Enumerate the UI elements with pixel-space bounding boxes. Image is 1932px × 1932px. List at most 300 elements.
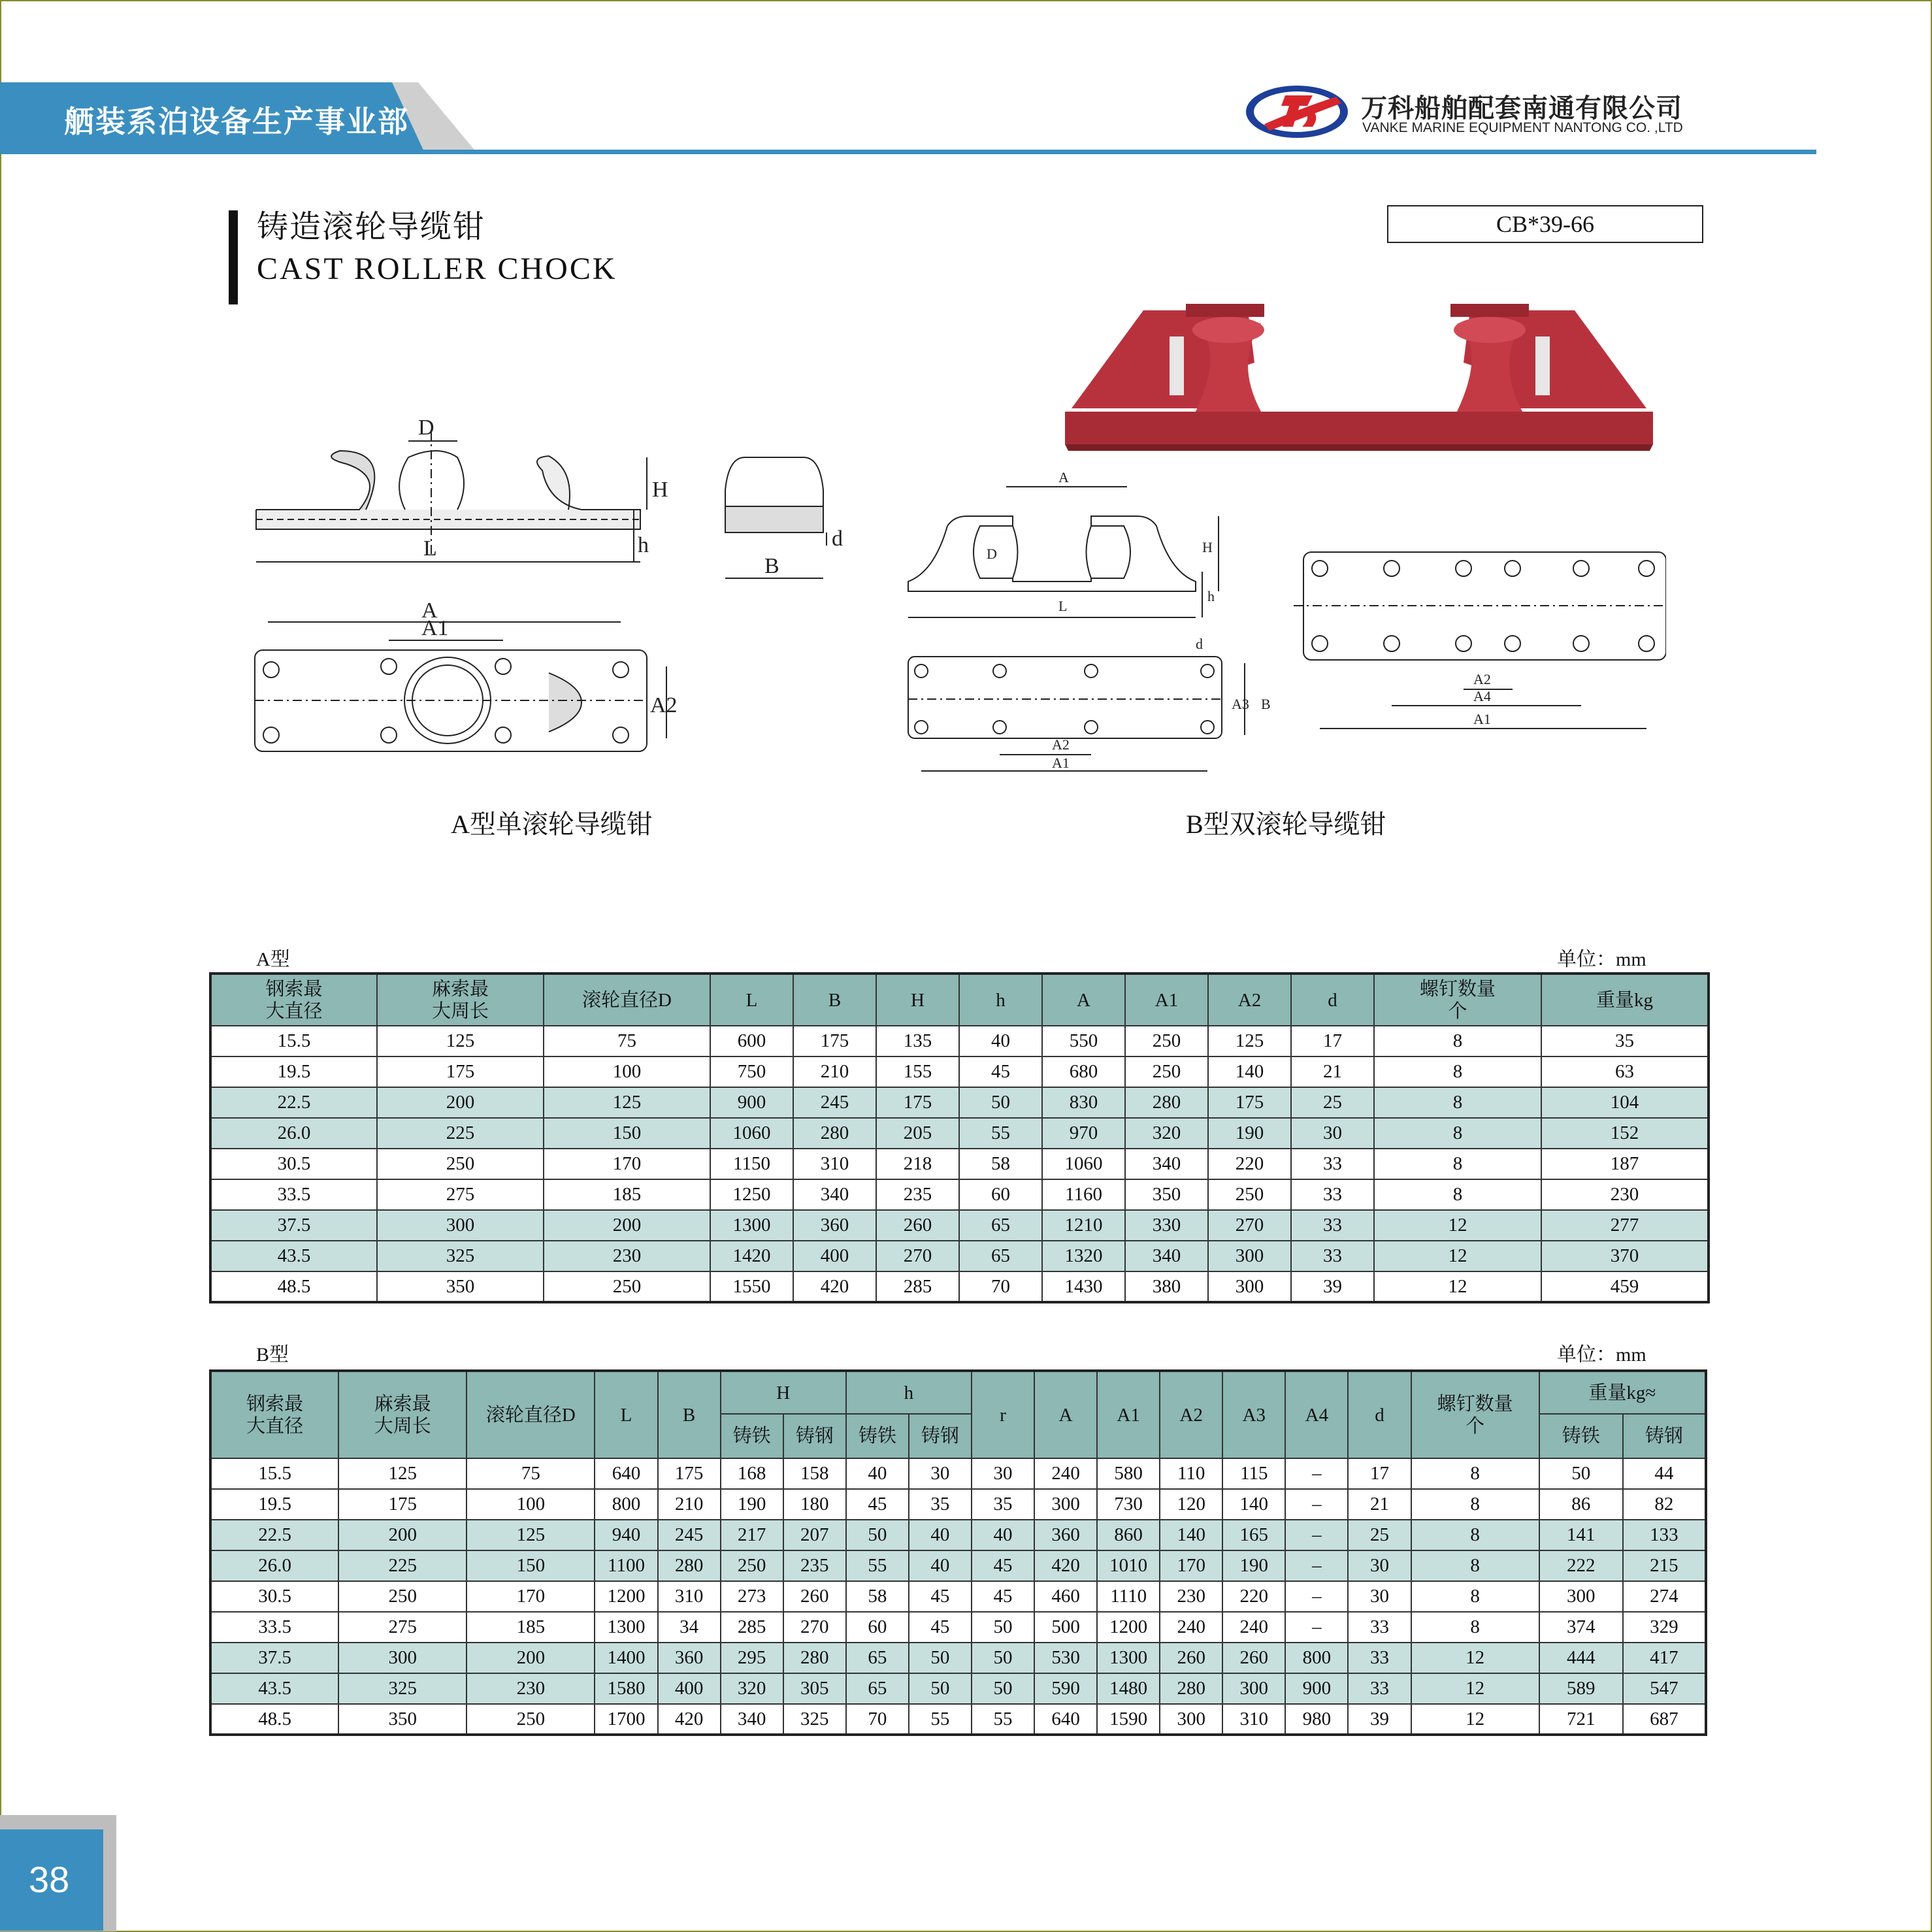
table-b-cell: 1480 <box>1097 1673 1160 1704</box>
table-b-cell: 260 <box>1222 1643 1285 1673</box>
table-b-subheader: 铸铁 <box>721 1414 783 1458</box>
table-b-cell: 980 <box>1285 1704 1348 1735</box>
table-b-cell: 8 <box>1411 1612 1539 1643</box>
table-b-header: 重量kg≈ <box>1539 1371 1706 1414</box>
table-b-header: d <box>1348 1371 1411 1458</box>
table-b-cell: 180 <box>783 1489 846 1520</box>
b-dim-label-H: H <box>1202 539 1213 555</box>
table-b-header: A4 <box>1285 1371 1348 1458</box>
table-b-subheader: 铸钢 <box>909 1414 972 1458</box>
table-a-cell: 218 <box>876 1149 959 1179</box>
table-b-cell: 55 <box>846 1550 909 1581</box>
table-a-cell: 33 <box>1291 1210 1374 1241</box>
table-b-cell: 133 <box>1623 1520 1706 1550</box>
table-a-cell: 26.0 <box>210 1118 377 1149</box>
table-b-cell: 640 <box>1034 1704 1097 1735</box>
table-b-cell: 50 <box>1539 1458 1623 1489</box>
table-a-cell: 275 <box>377 1179 544 1210</box>
table-a-cell: 830 <box>1042 1087 1125 1118</box>
table-b-cell: 60 <box>846 1612 909 1643</box>
table-a-cell: 325 <box>377 1241 544 1271</box>
b-dim-label-A1-small: A1 <box>1052 755 1070 771</box>
table-a-cell: 970 <box>1042 1118 1125 1149</box>
table-b-cell: 19.5 <box>210 1489 338 1520</box>
table-a-cell: 300 <box>1208 1241 1291 1271</box>
table-b-cell: 175 <box>658 1458 721 1489</box>
table-a-cell: 152 <box>1541 1118 1709 1149</box>
table-a-cell: 55 <box>959 1118 1042 1149</box>
table-a-row <box>210 1149 1709 1179</box>
table-b-cell: 22.5 <box>210 1520 338 1550</box>
table-b-cell: 280 <box>658 1550 721 1581</box>
table-a-cell: 230 <box>544 1241 710 1271</box>
table-a-cell: 1150 <box>710 1149 793 1179</box>
table-a-cell: 33 <box>1291 1179 1374 1210</box>
table-b-cell: 1110 <box>1097 1581 1160 1612</box>
b-type-drawing <box>895 467 1666 774</box>
table-b-cell: 58 <box>846 1581 909 1612</box>
table-a-cell: 100 <box>544 1056 710 1087</box>
table-a-cell: 245 <box>793 1087 876 1118</box>
table-a-cell: 125 <box>1208 1026 1291 1056</box>
title-cn: 铸造滚轮导缆钳 <box>257 210 486 244</box>
table-b-label: B型 <box>256 1344 289 1366</box>
table-b-cell: 340 <box>721 1704 783 1735</box>
table-b-cell: 590 <box>1034 1673 1097 1704</box>
table-b-cell: 125 <box>338 1458 467 1489</box>
table-b-cell: 140 <box>1222 1489 1285 1520</box>
table-a-cell: 205 <box>876 1118 959 1149</box>
table-a-cell: 135 <box>876 1026 959 1056</box>
table-b-cell: 55 <box>972 1704 1034 1735</box>
table-b-cell: – <box>1285 1581 1348 1612</box>
table-b-cell: 275 <box>338 1612 467 1643</box>
table-a-header: 滚轮直径D <box>544 974 710 1026</box>
table-a-cell: 50 <box>959 1087 1042 1118</box>
table-a-header: d <box>1291 974 1374 1026</box>
table-b-cell: 120 <box>1160 1489 1222 1520</box>
table-b-header: 螺钉数量 个 <box>1411 1371 1539 1458</box>
table-a-cell: 250 <box>1125 1056 1208 1087</box>
table-b-cell: 1100 <box>595 1550 657 1581</box>
table-b-cell: 240 <box>1222 1612 1285 1643</box>
table-b-cell: 140 <box>1160 1520 1222 1550</box>
table-b-cell: 225 <box>338 1550 467 1581</box>
table-a-cell: 33.5 <box>210 1179 377 1210</box>
table-b-cell: 900 <box>1285 1673 1348 1704</box>
table-b-cell: 305 <box>783 1673 846 1704</box>
table-a-cell: 175 <box>1208 1087 1291 1118</box>
table-a-cell: 380 <box>1125 1271 1208 1302</box>
table-b-cell: 245 <box>658 1520 721 1550</box>
table-a-cell: 40 <box>959 1026 1042 1056</box>
table-a-cell: 12 <box>1374 1271 1541 1302</box>
table-b-cell: 1200 <box>1097 1612 1160 1643</box>
table-b-row <box>210 1612 1706 1643</box>
table-b-cell: 110 <box>1160 1458 1222 1489</box>
table-b-header: h <box>846 1371 972 1414</box>
table-b-cell: 1700 <box>595 1704 657 1735</box>
table-b-cell: 300 <box>1160 1704 1222 1735</box>
table-a-header: A <box>1042 974 1125 1026</box>
table-b-cell: 30 <box>972 1458 1034 1489</box>
table-b-cell: 8 <box>1411 1458 1539 1489</box>
table-b-row <box>210 1550 1706 1581</box>
table-a-cell: 125 <box>544 1087 710 1118</box>
table-a-cell: 155 <box>876 1056 959 1087</box>
table-a-cell: 210 <box>793 1056 876 1087</box>
table-b-cell: 33 <box>1348 1673 1411 1704</box>
table-b-cell: 217 <box>721 1520 783 1550</box>
table-b-subheader: 铸钢 <box>783 1414 846 1458</box>
table-a-cell: 12 <box>1374 1241 1541 1271</box>
table-b-cell: 420 <box>1034 1550 1097 1581</box>
table-b-cell: – <box>1285 1550 1348 1581</box>
table-b-cell: 350 <box>338 1704 467 1735</box>
table-b-cell: 270 <box>783 1612 846 1643</box>
table-b-cell: 374 <box>1539 1612 1623 1643</box>
table-b-cell: 687 <box>1623 1704 1706 1735</box>
table-b-cell: 547 <box>1623 1673 1706 1704</box>
table-b-cell: 329 <box>1623 1612 1706 1643</box>
dim-label-L: L <box>423 536 437 561</box>
table-a-cell: 600 <box>710 1026 793 1056</box>
table-a-cell: 900 <box>710 1087 793 1118</box>
table-b-cell: 65 <box>846 1673 909 1704</box>
table-a-cell: 25 <box>1291 1087 1374 1118</box>
table-a-cell: 39 <box>1291 1271 1374 1302</box>
table-b-header: A2 <box>1160 1371 1222 1458</box>
table-a-header: 钢索最 大直径 <box>210 974 377 1026</box>
b-dim-label-A3-small: A3 <box>1232 696 1249 712</box>
table-a-cell: 350 <box>377 1271 544 1302</box>
table-b-cell: 168 <box>721 1458 783 1489</box>
table-b-header: A3 <box>1222 1371 1285 1458</box>
table-b-cell: – <box>1285 1520 1348 1550</box>
table-b-cell: 200 <box>467 1643 595 1673</box>
table-b-cell: 30 <box>1348 1550 1411 1581</box>
table-a-cell: 150 <box>544 1118 710 1149</box>
table-a-header: 重量kg <box>1541 974 1709 1026</box>
table-b-cell: 125 <box>467 1520 595 1550</box>
dim-label-h: h <box>638 533 649 557</box>
table-b-subheader: 铸钢 <box>1623 1414 1706 1458</box>
table-b-cell: 8 <box>1411 1520 1539 1550</box>
table-a-cell: 75 <box>544 1026 710 1056</box>
table-b-cell: 12 <box>1411 1673 1539 1704</box>
table-a-cell: 170 <box>544 1149 710 1179</box>
table-b-cell: 100 <box>467 1489 595 1520</box>
table-b-cell: 12 <box>1411 1704 1539 1735</box>
table-a-cell: 22.5 <box>210 1087 377 1118</box>
table-a-cell: 48.5 <box>210 1271 377 1302</box>
table-b-cell: 285 <box>721 1612 783 1643</box>
a-type-drawing <box>242 405 869 758</box>
dim-label-D: D <box>418 416 434 440</box>
table-b-row <box>210 1704 1706 1735</box>
table-a-cell: 550 <box>1042 1026 1125 1056</box>
table-b-row <box>210 1643 1706 1673</box>
table-a-cell: 320 <box>1125 1118 1208 1149</box>
table-a-header: h <box>959 974 1042 1026</box>
table-a-cell: 104 <box>1541 1087 1709 1118</box>
table-b-cell: 235 <box>783 1550 846 1581</box>
table-b-cell: 360 <box>658 1643 721 1673</box>
b-dim-label-A4: A4 <box>1473 688 1491 704</box>
table-b-cell: 26.0 <box>210 1550 338 1581</box>
table-a-cell: 15.5 <box>210 1026 377 1056</box>
table-a-cell: 63 <box>1541 1056 1709 1087</box>
table-b-cell: 300 <box>1034 1489 1097 1520</box>
table-a-cell: 37.5 <box>210 1210 377 1241</box>
table-b-cell: 240 <box>1034 1458 1097 1489</box>
table-b-cell: 310 <box>1222 1704 1285 1735</box>
table-b-cell: 40 <box>909 1550 972 1581</box>
table-a-cell: 230 <box>1541 1179 1709 1210</box>
table-a-cell: 360 <box>793 1210 876 1241</box>
table-b-cell: 43.5 <box>210 1673 338 1704</box>
table-b-cell: 220 <box>1222 1581 1285 1612</box>
table-b-cell: 30.5 <box>210 1581 338 1612</box>
table-b-header: L <box>595 1371 657 1458</box>
table-a-cell: 340 <box>1125 1241 1208 1271</box>
table-a-cell: 200 <box>377 1087 544 1118</box>
company-name-cn: 万科船舶配套南通有限公司 <box>1361 93 1682 123</box>
table-b-cell: 50 <box>846 1520 909 1550</box>
table-a-cell: 300 <box>1208 1271 1291 1302</box>
table-b-cell: 30 <box>909 1458 972 1489</box>
table-a-cell: 260 <box>876 1210 959 1241</box>
table-a-cell: 8 <box>1374 1087 1541 1118</box>
table-b-cell: 800 <box>1285 1643 1348 1673</box>
table-a-unit: 单位：mm <box>1557 949 1646 970</box>
table-b-cell: 8 <box>1411 1581 1539 1612</box>
table-b-cell: 82 <box>1623 1489 1706 1520</box>
table-b-cell: 33 <box>1348 1612 1411 1643</box>
table-b-cell: 325 <box>783 1704 846 1735</box>
table-a-header: A1 <box>1125 974 1208 1026</box>
table-a-cell: 140 <box>1208 1056 1291 1087</box>
table-b-cell: 115 <box>1222 1458 1285 1489</box>
b-type-caption: B型双滚轮导缆钳 <box>1186 810 1386 839</box>
table-b-cell: 222 <box>1539 1550 1623 1581</box>
table-a-cell: 750 <box>710 1056 793 1087</box>
table-b-header: 麻索最 大周长 <box>338 1371 467 1458</box>
table-a-header-row <box>210 974 1709 1026</box>
table-b-cell: 75 <box>467 1458 595 1489</box>
table-b-header: A1 <box>1097 1371 1160 1458</box>
table-b-cell: 800 <box>595 1489 657 1520</box>
table-b-cell: 300 <box>1222 1673 1285 1704</box>
table-b-cell: 37.5 <box>210 1643 338 1673</box>
table-b-subheader: 铸铁 <box>846 1414 909 1458</box>
b-dim-label-L: L <box>1058 598 1068 614</box>
table-b-cell: 170 <box>467 1581 595 1612</box>
table-a-cell: 60 <box>959 1179 1042 1210</box>
company-logo-icon <box>1245 84 1349 140</box>
table-b-cell: 21 <box>1348 1489 1411 1520</box>
dim-label-B: B <box>764 554 779 578</box>
b-dim-label-d: d <box>1196 636 1203 652</box>
table-b-row <box>210 1458 1706 1489</box>
department-name: 舾装系泊设备生产事业部 <box>64 104 409 139</box>
table-a-row <box>210 1271 1709 1302</box>
table-b-cell: 55 <box>909 1704 972 1735</box>
table-a-row <box>210 1056 1709 1087</box>
table-b-cell: 30 <box>1348 1581 1411 1612</box>
table-b-cell: 280 <box>783 1643 846 1673</box>
table-b-cell: 8 <box>1411 1550 1539 1581</box>
table-a-cell: 65 <box>959 1241 1042 1271</box>
table-b-cell: 44 <box>1623 1458 1706 1489</box>
table-a-cell: 8 <box>1374 1056 1541 1087</box>
table-a-cell: 12 <box>1374 1210 1541 1241</box>
table-b-header: H <box>721 1371 846 1414</box>
table-a-cell: 1160 <box>1042 1179 1125 1210</box>
table-b-cell: 250 <box>338 1581 467 1612</box>
table-b-cell: 175 <box>338 1489 467 1520</box>
table-b-cell: 250 <box>721 1550 783 1581</box>
a-type-caption: A型单滚轮导缆钳 <box>451 810 653 839</box>
table-a-cell: 175 <box>377 1056 544 1087</box>
table-b-cell: 444 <box>1539 1643 1623 1673</box>
table-a-header: A2 <box>1208 974 1291 1026</box>
table-b-cell: 158 <box>783 1458 846 1489</box>
table-a-cell: 1550 <box>710 1271 793 1302</box>
table-a-cell: 250 <box>1125 1026 1208 1056</box>
table-b-cell: 34 <box>658 1612 721 1643</box>
table-b-cell: 580 <box>1097 1458 1160 1489</box>
b-dim-label-A: A <box>1058 469 1069 485</box>
table-a-header: 螺钉数量 个 <box>1374 974 1541 1026</box>
table-b-cell: 310 <box>658 1581 721 1612</box>
table-b-cell: 165 <box>1222 1520 1285 1550</box>
table-b-header: A <box>1034 1371 1097 1458</box>
table-a-cell: 33 <box>1291 1241 1374 1271</box>
table-b-cell: 25 <box>1348 1520 1411 1550</box>
table-a-cell: 370 <box>1541 1241 1709 1271</box>
table-a-cell: 1320 <box>1042 1241 1125 1271</box>
table-b-cell: 1300 <box>595 1612 657 1643</box>
table-b-cell: 35 <box>909 1489 972 1520</box>
table-a-cell: 350 <box>1125 1179 1208 1210</box>
table-b-cell: 8 <box>1411 1489 1539 1520</box>
table-a-cell: 58 <box>959 1149 1042 1179</box>
table-b-cell: 33.5 <box>210 1612 338 1643</box>
table-a-cell: 8 <box>1374 1026 1541 1056</box>
table-a-cell: 310 <box>793 1149 876 1179</box>
table-a-row <box>210 1241 1709 1271</box>
table-b-cell: 141 <box>1539 1520 1623 1550</box>
table-a-cell: 400 <box>793 1241 876 1271</box>
table-b-cell: 1300 <box>1097 1643 1160 1673</box>
table-b-cell: – <box>1285 1612 1348 1643</box>
table-b-cell: 12 <box>1411 1643 1539 1673</box>
table-b-header: B <box>658 1371 721 1458</box>
table-b-cell: 35 <box>972 1489 1034 1520</box>
table-a-cell: 1210 <box>1042 1210 1125 1241</box>
b-dim-label-A1: A1 <box>1473 711 1491 727</box>
table-a-cell: 459 <box>1541 1271 1709 1302</box>
table-b-cell: 417 <box>1623 1643 1706 1673</box>
table-b-cell: 50 <box>909 1673 972 1704</box>
table-a-cell: 30 <box>1291 1118 1374 1149</box>
dim-label-d: d <box>832 527 843 551</box>
table-a-cell: 8 <box>1374 1179 1541 1210</box>
table-b-cell: 589 <box>1539 1673 1623 1704</box>
table-b-cell: 640 <box>595 1458 657 1489</box>
table-a-cell: 65 <box>959 1210 1042 1241</box>
table-a-cell: 19.5 <box>210 1056 377 1087</box>
table-b-cell: 40 <box>909 1520 972 1550</box>
table-b-row <box>210 1581 1706 1612</box>
table-b-cell: 86 <box>1539 1489 1623 1520</box>
dim-label-A1: A1 <box>421 616 449 640</box>
table-b-header: 钢索最 大直径 <box>210 1371 338 1458</box>
table-a-row <box>210 1179 1709 1210</box>
table-b-cell: 215 <box>1623 1550 1706 1581</box>
table-b-cell: 730 <box>1097 1489 1160 1520</box>
table-b-row <box>210 1489 1706 1520</box>
table-b-cell: 210 <box>658 1489 721 1520</box>
table-a-cell: 45 <box>959 1056 1042 1087</box>
table-b-cell: 300 <box>338 1643 467 1673</box>
table-a-cell: 270 <box>876 1241 959 1271</box>
table-a-cell: 43.5 <box>210 1241 377 1271</box>
table-b-cell: 230 <box>1160 1581 1222 1612</box>
table-b-cell: 48.5 <box>210 1704 338 1735</box>
table-b-cell: 1010 <box>1097 1550 1160 1581</box>
table-a-cell: 200 <box>544 1210 710 1241</box>
table-b-cell: 320 <box>721 1673 783 1704</box>
table-b-cell: 260 <box>783 1581 846 1612</box>
table-a-cell: 21 <box>1291 1056 1374 1087</box>
table-b-subheader: 铸铁 <box>1539 1414 1623 1458</box>
table-b-cell: 260 <box>1160 1643 1222 1673</box>
dim-label-H: H <box>652 478 668 502</box>
table-a <box>209 972 1710 1303</box>
table-b-cell: 940 <box>595 1520 657 1550</box>
b-dim-label-h: h <box>1207 588 1215 604</box>
title-accent-bar <box>229 210 238 304</box>
table-b-cell: 50 <box>972 1643 1034 1673</box>
table-a-cell: 420 <box>793 1271 876 1302</box>
table-b-cell: 33 <box>1348 1643 1411 1673</box>
table-b-cell: 274 <box>1623 1581 1706 1612</box>
table-b-cell: 40 <box>846 1458 909 1489</box>
table-a-cell: 33 <box>1291 1149 1374 1179</box>
table-b-cell: 280 <box>1160 1673 1222 1704</box>
table-b-cell: 39 <box>1348 1704 1411 1735</box>
table-a-cell: 1430 <box>1042 1271 1125 1302</box>
table-a-cell: 680 <box>1042 1056 1125 1087</box>
table-a-header: H <box>876 974 959 1026</box>
table-a-cell: 30.5 <box>210 1149 377 1179</box>
company-name-en: VANKE MARINE EQUIPMENT NANTONG CO. ,LTD <box>1362 120 1683 135</box>
table-a-cell: 1420 <box>710 1241 793 1271</box>
table-b-cell: 190 <box>1222 1550 1285 1581</box>
b-dim-label-A2-small: A2 <box>1052 736 1070 753</box>
table-b-cell: 500 <box>1034 1612 1097 1643</box>
dim-label-A: A <box>421 598 438 623</box>
table-b-cell: 150 <box>467 1550 595 1581</box>
table-a-row <box>210 1087 1709 1118</box>
table-a-cell: 340 <box>1125 1149 1208 1179</box>
table-b-cell: 40 <box>972 1520 1034 1550</box>
title-en: CAST ROLLER CHOCK <box>257 252 617 286</box>
table-a-cell: 250 <box>377 1149 544 1179</box>
b-dim-label-B-small: B <box>1261 696 1271 712</box>
